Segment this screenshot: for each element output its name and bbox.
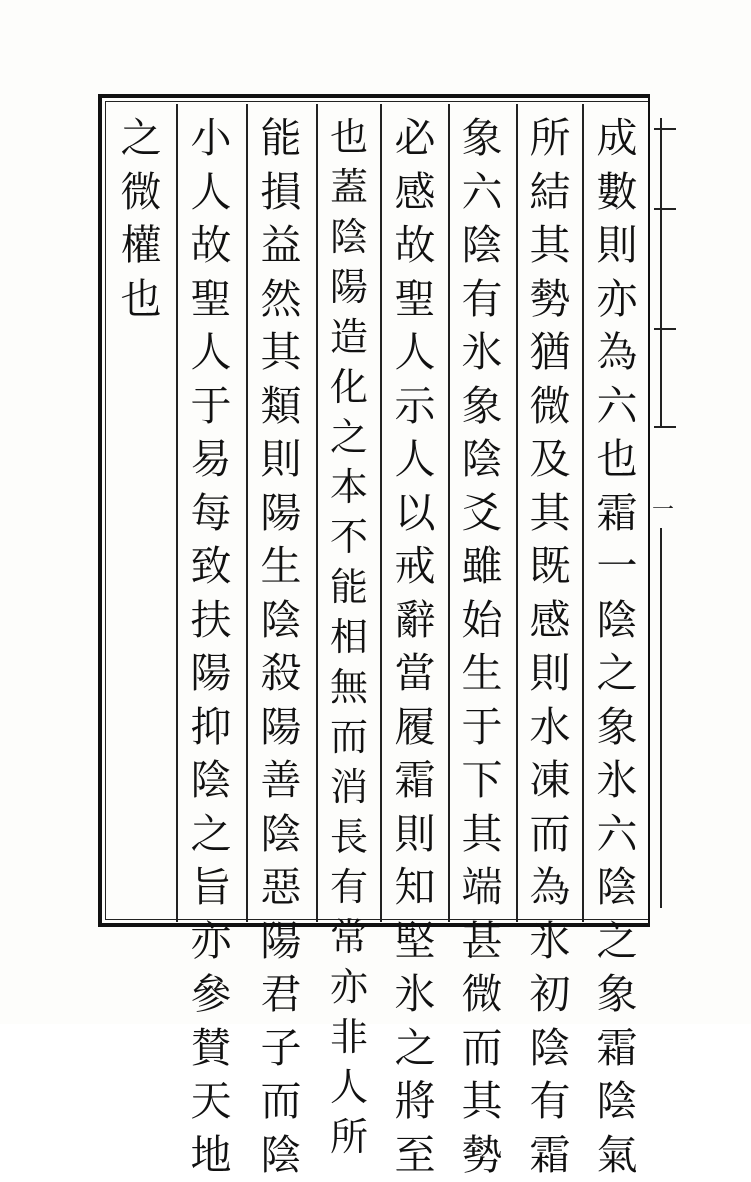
column-character: 而	[248, 1075, 314, 1129]
column-character: 勢	[449, 1129, 515, 1182]
column-character: 人	[178, 166, 244, 220]
column-character: 陽	[248, 915, 314, 969]
column-character: 陽	[248, 487, 314, 541]
text-column-5	[316, 112, 382, 912]
column-character: 為	[517, 861, 583, 915]
column-character: 陰	[178, 754, 244, 808]
column-character: 初	[517, 968, 583, 1022]
column-character: 長	[316, 812, 382, 862]
text-column-7	[178, 112, 244, 912]
column-character: 陰	[248, 1129, 314, 1182]
column-character: 化	[316, 362, 382, 412]
column-character: 始	[449, 594, 515, 648]
column-character: 其	[248, 326, 314, 380]
column-character: 陰	[517, 1022, 583, 1076]
column-character: 為	[584, 326, 650, 380]
column-character: 示	[382, 380, 448, 434]
column-character: 而	[449, 1022, 515, 1076]
column-character: 能	[248, 112, 314, 166]
column-character: 也	[108, 273, 174, 327]
column-character: 而	[517, 808, 583, 862]
column-character: 聖	[178, 273, 244, 327]
column-character: 知	[382, 861, 448, 915]
fold-tick	[654, 208, 676, 210]
column-character: 生	[248, 540, 314, 594]
column-character: 惡	[248, 861, 314, 915]
column-character: 益	[248, 219, 314, 273]
column-character: 則	[248, 433, 314, 487]
column-character: 子	[248, 1022, 314, 1076]
column-character: 結	[517, 166, 583, 220]
column-character: 下	[449, 754, 515, 808]
column-character: 必	[382, 112, 448, 166]
fold-tick	[654, 426, 676, 428]
column-character: 地	[178, 1129, 244, 1182]
column-character: 故	[382, 219, 448, 273]
column-character: 一	[584, 540, 650, 594]
column-character: 六	[449, 166, 515, 220]
column-character: 損	[248, 166, 314, 220]
column-character: 之	[584, 647, 650, 701]
column-character: 扶	[178, 594, 244, 648]
column-character: 聖	[382, 273, 448, 327]
column-character: 數	[584, 166, 650, 220]
text-column-6	[248, 112, 314, 912]
column-character: 象	[449, 380, 515, 434]
column-character: 所	[316, 1112, 382, 1162]
column-character: 于	[178, 380, 244, 434]
column-character: 霜	[584, 487, 650, 541]
column-character: 陰	[584, 1075, 650, 1129]
column-character: 亦	[316, 962, 382, 1012]
column-character: 消	[316, 762, 382, 812]
column-character: 則	[517, 647, 583, 701]
column-character: 陽	[316, 262, 382, 312]
column-character: 每	[178, 487, 244, 541]
column-character: 本	[316, 462, 382, 512]
text-column-4	[382, 112, 448, 912]
column-character: 氷	[449, 326, 515, 380]
column-character: 甚	[449, 915, 515, 969]
column-character: 陰	[584, 861, 650, 915]
column-character: 氣	[584, 1129, 650, 1182]
column-character: 抑	[178, 701, 244, 755]
fold-label: 一	[652, 493, 674, 524]
column-character: 天	[178, 1075, 244, 1129]
column-character: 其	[449, 1075, 515, 1129]
column-character: 履	[382, 701, 448, 755]
column-character: 生	[449, 647, 515, 701]
column-character: 陰	[584, 594, 650, 648]
column-character: 陰	[449, 219, 515, 273]
column-character: 陰	[248, 594, 314, 648]
column-character: 感	[382, 166, 448, 220]
column-character: 陽	[178, 647, 244, 701]
column-character: 陰	[248, 808, 314, 862]
column-character: 君	[248, 968, 314, 1022]
column-character: 霜	[517, 1129, 583, 1182]
column-character: 水	[517, 701, 583, 755]
column-character: 則	[584, 219, 650, 273]
column-character: 成	[584, 112, 650, 166]
column-character: 非	[316, 1012, 382, 1062]
column-character: 人	[316, 1062, 382, 1112]
column-character: 六	[584, 808, 650, 862]
column-character: 蓋	[316, 162, 382, 212]
column-character: 氷	[517, 915, 583, 969]
text-column-8	[108, 112, 174, 912]
text-column-3	[449, 112, 515, 912]
column-character: 也	[584, 433, 650, 487]
column-character: 及	[517, 433, 583, 487]
column-character: 端	[449, 861, 515, 915]
column-character: 以	[382, 487, 448, 541]
column-character: 致	[178, 540, 244, 594]
column-character: 無	[316, 662, 382, 712]
column-character: 陰	[449, 433, 515, 487]
column-character: 至	[382, 1129, 448, 1182]
column-character: 雖	[449, 540, 515, 594]
column-character: 辭	[382, 594, 448, 648]
column-character: 相	[316, 612, 382, 662]
column-character: 善	[248, 754, 314, 808]
fold-margin-strip	[650, 88, 680, 928]
column-character: 微	[517, 380, 583, 434]
column-character: 易	[178, 433, 244, 487]
column-character: 之	[382, 1022, 448, 1076]
column-character: 象	[584, 701, 650, 755]
column-character: 賛	[178, 1022, 244, 1076]
column-character: 人	[382, 433, 448, 487]
column-character: 六	[584, 380, 650, 434]
column-character: 則	[382, 808, 448, 862]
fold-line	[660, 528, 662, 908]
column-character: 有	[517, 1075, 583, 1129]
column-character: 人	[178, 326, 244, 380]
column-character: 當	[382, 647, 448, 701]
column-character: 故	[178, 219, 244, 273]
column-character: 而	[316, 712, 382, 762]
text-column-2	[517, 112, 583, 912]
fold-tick	[654, 128, 676, 130]
column-character: 于	[449, 701, 515, 755]
column-character: 旨	[178, 861, 244, 915]
text-column-1	[584, 112, 650, 912]
column-character: 之	[316, 412, 382, 462]
column-character: 亦	[178, 915, 244, 969]
column-character: 不	[316, 512, 382, 562]
column-character: 所	[517, 112, 583, 166]
column-character: 戒	[382, 540, 448, 594]
column-character: 堅	[382, 915, 448, 969]
column-character: 陽	[248, 701, 314, 755]
column-character: 勢	[517, 273, 583, 327]
column-character: 猶	[517, 326, 583, 380]
column-character: 參	[178, 968, 244, 1022]
column-character: 人	[382, 326, 448, 380]
column-character: 既	[517, 540, 583, 594]
column-character: 之	[108, 112, 174, 166]
column-character: 微	[449, 968, 515, 1022]
column-character: 有	[316, 862, 382, 912]
column-character: 其	[517, 219, 583, 273]
column-character: 凍	[517, 754, 583, 808]
column-character: 之	[178, 808, 244, 862]
column-character: 亦	[584, 273, 650, 327]
column-character: 象	[449, 112, 515, 166]
fold-tick	[654, 328, 676, 330]
column-character: 微	[108, 166, 174, 220]
column-character: 其	[449, 808, 515, 862]
column-character: 類	[248, 380, 314, 434]
column-character: 霜	[382, 754, 448, 808]
column-character: 權	[108, 219, 174, 273]
column-character: 陰	[316, 212, 382, 262]
column-character: 其	[517, 487, 583, 541]
column-character: 然	[248, 273, 314, 327]
column-character: 將	[382, 1075, 448, 1129]
column-character: 造	[316, 312, 382, 362]
column-character: 也	[316, 112, 382, 162]
column-character: 之	[584, 915, 650, 969]
column-character: 能	[316, 562, 382, 612]
column-character: 氷	[584, 754, 650, 808]
column-character: 感	[517, 594, 583, 648]
column-character: 有	[449, 273, 515, 327]
column-character: 殺	[248, 647, 314, 701]
column-character: 小	[178, 112, 244, 166]
fold-line	[660, 118, 662, 428]
column-character: 霜	[584, 1022, 650, 1076]
column-character: 氷	[382, 968, 448, 1022]
column-character: 爻	[449, 487, 515, 541]
column-character: 象	[584, 968, 650, 1022]
column-character: 常	[316, 912, 382, 962]
